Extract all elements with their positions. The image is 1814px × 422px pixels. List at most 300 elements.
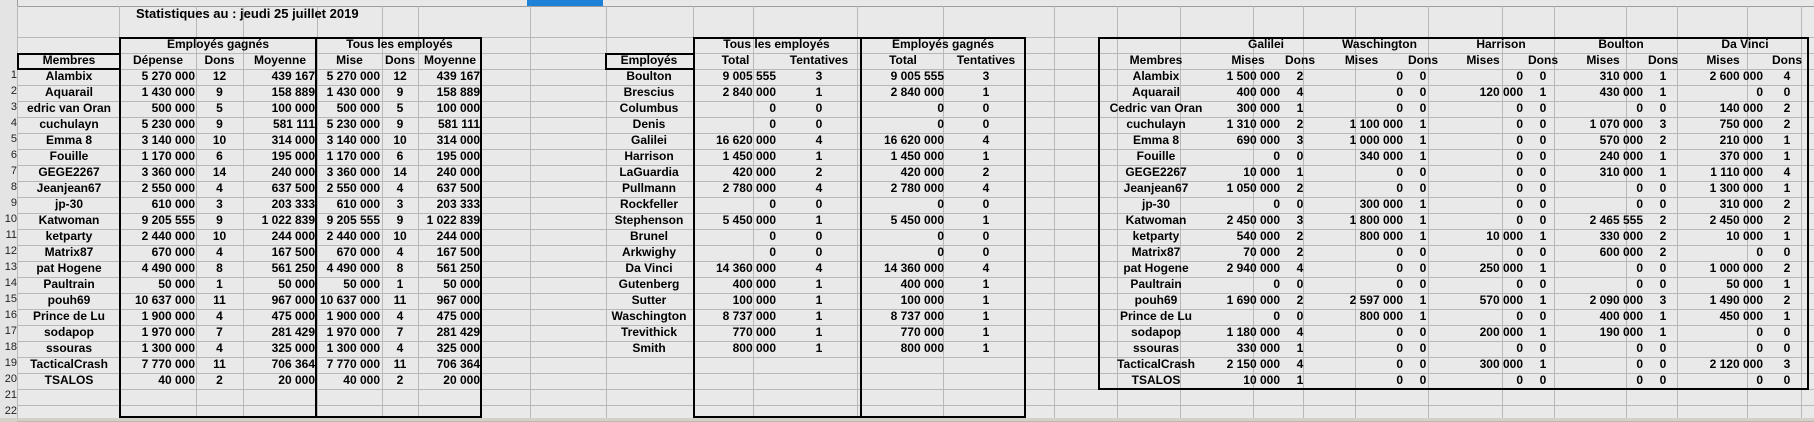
- table3-value-cell[interactable]: 0: [1659, 357, 1667, 371]
- table1-member-cell[interactable]: ssouras: [45, 341, 93, 355]
- table3-value-cell[interactable]: 1 490 000: [1709, 293, 1763, 307]
- table3-value-cell[interactable]: 0: [1419, 277, 1427, 291]
- table3-value-cell[interactable]: 370 000: [1719, 149, 1763, 163]
- table3-value-cell[interactable]: 0: [1396, 181, 1403, 195]
- table2-employee-cell[interactable]: Columbus: [619, 101, 679, 115]
- table2-value-cell[interactable]: 0: [815, 229, 823, 243]
- table1-member-cell[interactable]: pouh69: [47, 293, 91, 307]
- table3-value-cell[interactable]: 1: [1539, 357, 1547, 371]
- table2-value-cell[interactable]: 16 620 000: [715, 133, 776, 147]
- table1-value-cell[interactable]: 561 250: [436, 261, 480, 275]
- table3-value-cell[interactable]: 0: [1296, 309, 1304, 323]
- table3-value-cell[interactable]: 0: [1296, 149, 1304, 163]
- table1-value-cell[interactable]: 6: [216, 149, 223, 163]
- table3-member-cell[interactable]: Jeanjean67: [1123, 181, 1189, 195]
- table3-member-cell[interactable]: Cedric van Oran: [1109, 101, 1203, 115]
- table1-member-cell[interactable]: sodapop: [44, 325, 94, 339]
- table2-value-cell[interactable]: 0: [769, 117, 776, 131]
- table3-value-cell[interactable]: 4: [1783, 165, 1791, 179]
- table2-employee-cell[interactable]: Galilei: [630, 133, 668, 147]
- table1-value-cell[interactable]: 5 230 000: [141, 117, 195, 131]
- table2-value-cell[interactable]: 0: [937, 101, 944, 115]
- table2-value-cell[interactable]: 1: [982, 325, 990, 339]
- row-number[interactable]: 11: [5, 229, 17, 241]
- table3-value-cell[interactable]: 0: [1636, 261, 1643, 275]
- table1-value-cell[interactable]: 9: [396, 117, 404, 131]
- table2-employee-cell[interactable]: Harrison: [624, 149, 674, 163]
- table3-value-cell[interactable]: 2: [1783, 293, 1791, 307]
- table3-value-cell[interactable]: 2: [1659, 133, 1667, 147]
- table3-value-cell[interactable]: 0: [1659, 261, 1667, 275]
- table1-member-cell[interactable]: Matrix87: [44, 245, 94, 259]
- table2-value-cell[interactable]: 1: [815, 341, 823, 355]
- table2-value-cell[interactable]: 1 450 000: [722, 149, 776, 163]
- table3-value-cell[interactable]: 0: [1396, 245, 1403, 259]
- table2-value-cell[interactable]: 0: [815, 101, 823, 115]
- table2-value-cell[interactable]: 400 000: [900, 277, 944, 291]
- table3-column-header[interactable]: Mises: [1586, 53, 1620, 67]
- table3-value-cell[interactable]: 0: [1396, 341, 1403, 355]
- table1-value-cell[interactable]: 5 270 000: [141, 69, 195, 83]
- table3-value-cell[interactable]: 0: [1419, 165, 1427, 179]
- table3-value-cell[interactable]: 1 690 000: [1226, 293, 1280, 307]
- table2-employee-cell[interactable]: Smith: [632, 341, 666, 355]
- table1-value-cell[interactable]: 4 490 000: [141, 261, 195, 275]
- table3-value-cell[interactable]: 1: [1419, 117, 1427, 131]
- table3-value-cell[interactable]: 0: [1659, 277, 1667, 291]
- table3-value-cell[interactable]: 2: [1783, 117, 1791, 131]
- table2-column-header[interactable]: Total: [721, 53, 750, 67]
- table2-value-cell[interactable]: 0: [937, 229, 944, 243]
- table3-value-cell[interactable]: 540 000: [1236, 229, 1280, 243]
- table3-value-cell[interactable]: 4: [1296, 261, 1304, 275]
- table1-member-cell[interactable]: Paultrain: [43, 277, 95, 291]
- table3-value-cell[interactable]: 2 090 000: [1589, 293, 1643, 307]
- table3-value-cell[interactable]: 0: [1296, 197, 1304, 211]
- table3-value-cell[interactable]: 2 450 000: [1709, 213, 1763, 227]
- table1-value-cell[interactable]: 1 170 000: [141, 149, 195, 163]
- table3-value-cell[interactable]: 250 000: [1479, 261, 1523, 275]
- table1-value-cell[interactable]: 4: [216, 181, 223, 195]
- table1-value-cell[interactable]: 9: [216, 85, 223, 99]
- table1-value-cell[interactable]: 439 167: [271, 69, 315, 83]
- table1-value-cell[interactable]: 1 022 839: [426, 213, 480, 227]
- table3-value-cell[interactable]: 0: [1516, 277, 1523, 291]
- table1-value-cell[interactable]: 5: [396, 101, 404, 115]
- table3-group-header[interactable]: Galilei: [1247, 37, 1285, 51]
- table2-employee-cell[interactable]: Stephenson: [614, 213, 684, 227]
- table3-column-header[interactable]: Mises: [1344, 53, 1379, 67]
- table3-member-cell[interactable]: ssouras: [1132, 341, 1180, 355]
- table3-value-cell[interactable]: 310 000: [1599, 165, 1643, 179]
- row-number[interactable]: 15: [4, 293, 17, 305]
- table2-value-cell[interactable]: 2 780 000: [890, 181, 944, 195]
- table3-value-cell[interactable]: 0: [1516, 181, 1523, 195]
- table3-value-cell[interactable]: 0: [1659, 181, 1667, 195]
- table3-value-cell[interactable]: 0: [1516, 213, 1523, 227]
- table3-value-cell[interactable]: 0: [1539, 309, 1547, 323]
- table2-value-cell[interactable]: 800 000: [732, 341, 776, 355]
- row-number[interactable]: 22: [4, 405, 17, 417]
- table1-value-cell[interactable]: 325 000: [271, 341, 315, 355]
- table2-value-cell[interactable]: 1: [982, 213, 990, 227]
- table1-value-cell[interactable]: 3: [396, 197, 404, 211]
- table3-value-cell[interactable]: 2 450 000: [1226, 213, 1280, 227]
- table3-value-cell[interactable]: 0: [1636, 357, 1643, 371]
- table1-value-cell[interactable]: 325 000: [436, 341, 480, 355]
- table1-value-cell[interactable]: 2: [396, 373, 404, 387]
- table3-value-cell[interactable]: 10 000: [1243, 165, 1280, 179]
- table2-value-cell[interactable]: 5 450 000: [722, 213, 776, 227]
- table2-value-cell[interactable]: 1: [815, 213, 823, 227]
- table1-value-cell[interactable]: 1 300 000: [141, 341, 195, 355]
- table1-value-cell[interactable]: 4: [396, 181, 404, 195]
- table2-employee-cell[interactable]: Pullmann: [621, 181, 676, 195]
- table3-value-cell[interactable]: 1: [1296, 373, 1304, 387]
- table1-value-cell[interactable]: 3 140 000: [326, 133, 380, 147]
- table1-value-cell[interactable]: 9 205 555: [326, 213, 380, 227]
- table1-value-cell[interactable]: 12: [393, 69, 407, 83]
- table2-value-cell[interactable]: 16 620 000: [883, 133, 944, 147]
- table3-member-cell[interactable]: Matrix87: [1131, 245, 1181, 259]
- table1-value-cell[interactable]: 706 364: [436, 357, 480, 371]
- table2-employee-cell[interactable]: Denis: [632, 117, 666, 131]
- table2-value-cell[interactable]: 2: [982, 165, 990, 179]
- table3-value-cell[interactable]: 0: [1516, 117, 1523, 131]
- table1-value-cell[interactable]: 9: [216, 213, 223, 227]
- table3-value-cell[interactable]: 2: [1296, 117, 1304, 131]
- table3-member-cell[interactable]: pat Hogene: [1123, 261, 1189, 275]
- table3-value-cell[interactable]: 0: [1273, 149, 1280, 163]
- table1-value-cell[interactable]: 50 000: [343, 277, 380, 291]
- table1-value-cell[interactable]: 670 000: [336, 245, 380, 259]
- table3-value-cell[interactable]: 1 180 000: [1226, 325, 1280, 339]
- table2-employee-cell[interactable]: LaGuardia: [619, 165, 679, 179]
- table3-value-cell[interactable]: 2 465 555: [1589, 213, 1643, 227]
- table3-column-header[interactable]: Mises: [1706, 53, 1740, 67]
- table3-group-header[interactable]: Boulton: [1598, 37, 1644, 51]
- table1-member-cell[interactable]: Katwoman: [38, 213, 100, 227]
- table1-value-cell[interactable]: 50 000: [158, 277, 195, 291]
- table2-value-cell[interactable]: 0: [815, 245, 823, 259]
- table3-value-cell[interactable]: 330 000: [1599, 229, 1643, 243]
- row-number[interactable]: 1: [10, 69, 17, 81]
- table1-value-cell[interactable]: 1 970 000: [141, 325, 195, 339]
- table3-value-cell[interactable]: 2: [1783, 261, 1791, 275]
- table3-value-cell[interactable]: 1: [1659, 309, 1667, 323]
- table1-value-cell[interactable]: 1 430 000: [326, 85, 380, 99]
- table3-value-cell[interactable]: 450 000: [1719, 309, 1763, 323]
- table2-value-cell[interactable]: 4: [982, 261, 990, 275]
- table3-value-cell[interactable]: 0: [1419, 325, 1427, 339]
- table2-value-cell[interactable]: 770 000: [732, 325, 776, 339]
- table3-value-cell[interactable]: 800 000: [1359, 309, 1403, 323]
- row-number[interactable]: 3: [10, 101, 17, 113]
- table2-employee-cell[interactable]: Waschington: [611, 309, 687, 323]
- table1-value-cell[interactable]: 2: [216, 373, 223, 387]
- table2-value-cell[interactable]: 1: [815, 277, 823, 291]
- table1-value-cell[interactable]: 3 140 000: [141, 133, 195, 147]
- table3-value-cell[interactable]: 310 000: [1599, 69, 1643, 83]
- table3-member-cell[interactable]: Aquarail: [1131, 85, 1180, 99]
- table3-value-cell[interactable]: 400 000: [1236, 85, 1280, 99]
- table1-member-cell[interactable]: Aquarail: [44, 85, 93, 99]
- table1-group-header[interactable]: Employés gagnés: [166, 37, 270, 51]
- table1-value-cell[interactable]: 439 167: [436, 69, 480, 83]
- table1-value-cell[interactable]: 3: [216, 197, 223, 211]
- table2-value-cell[interactable]: 0: [982, 245, 990, 259]
- table3-member-cell[interactable]: GEGE2267: [1125, 165, 1187, 179]
- table3-value-cell[interactable]: 0: [1396, 69, 1403, 83]
- table2-value-cell[interactable]: 1: [815, 293, 823, 307]
- table2-value-cell[interactable]: 1: [815, 149, 823, 163]
- table2-column-header[interactable]: Tentatives: [956, 53, 1016, 67]
- table3-value-cell[interactable]: 3: [1659, 293, 1667, 307]
- table3-member-cell[interactable]: sodapop: [1131, 325, 1181, 339]
- table2-value-cell[interactable]: 1: [815, 325, 823, 339]
- table3-value-cell[interactable]: 1: [1419, 133, 1427, 147]
- table3-value-cell[interactable]: 0: [1756, 325, 1763, 339]
- table2-value-cell[interactable]: 5 450 000: [890, 213, 944, 227]
- table3-value-cell[interactable]: 0: [1783, 373, 1791, 387]
- table1-value-cell[interactable]: 3 360 000: [326, 165, 380, 179]
- table2-value-cell[interactable]: 400 000: [732, 277, 776, 291]
- table3-value-cell[interactable]: 1 500 000: [1226, 69, 1280, 83]
- table3-value-cell[interactable]: 0: [1539, 133, 1547, 147]
- table3-value-cell[interactable]: 310 000: [1719, 197, 1763, 211]
- table3-value-cell[interactable]: 300 000: [1359, 197, 1403, 211]
- table3-member-cell[interactable]: Prince de Lu: [1119, 309, 1193, 323]
- table3-value-cell[interactable]: 10 000: [1486, 229, 1523, 243]
- table3-value-cell[interactable]: 1 100 000: [1349, 117, 1403, 131]
- table1-value-cell[interactable]: 500 000: [151, 101, 195, 115]
- table3-value-cell[interactable]: 0: [1419, 245, 1427, 259]
- table3-value-cell[interactable]: 0: [1659, 101, 1667, 115]
- table3-member-cell[interactable]: jp-30: [1141, 197, 1170, 211]
- table1-value-cell[interactable]: 1 170 000: [326, 149, 380, 163]
- table1-value-cell[interactable]: 40 000: [343, 373, 380, 387]
- table3-value-cell[interactable]: 1: [1419, 309, 1427, 323]
- table1-value-cell[interactable]: 10: [212, 133, 227, 147]
- table3-group-header[interactable]: Da Vinci: [1721, 37, 1769, 51]
- table1-value-cell[interactable]: 9: [396, 85, 404, 99]
- table2-value-cell[interactable]: 0: [982, 229, 990, 243]
- row-number[interactable]: 17: [4, 325, 17, 337]
- table3-value-cell[interactable]: 1: [1783, 149, 1791, 163]
- table3-value-cell[interactable]: 0: [1539, 341, 1547, 355]
- table3-value-cell[interactable]: 0: [1419, 357, 1427, 371]
- table3-value-cell[interactable]: 4: [1296, 85, 1304, 99]
- table1-value-cell[interactable]: 9 205 555: [141, 213, 195, 227]
- table3-value-cell[interactable]: 0: [1783, 325, 1791, 339]
- table2-value-cell[interactable]: 4: [815, 261, 823, 275]
- table1-value-cell[interactable]: 4: [216, 309, 223, 323]
- table2-value-cell[interactable]: 1: [815, 309, 823, 323]
- table3-value-cell[interactable]: 2: [1296, 69, 1304, 83]
- table3-value-cell[interactable]: 0: [1539, 213, 1547, 227]
- table1-value-cell[interactable]: 195 000: [271, 149, 315, 163]
- table3-value-cell[interactable]: 2 597 000: [1349, 293, 1403, 307]
- table3-value-cell[interactable]: 3: [1783, 357, 1791, 371]
- table3-value-cell[interactable]: 2: [1659, 229, 1667, 243]
- table2-value-cell[interactable]: 0: [982, 197, 990, 211]
- table1-value-cell[interactable]: 5: [216, 101, 223, 115]
- table3-member-cell[interactable]: pouh69: [1134, 293, 1178, 307]
- table2-value-cell[interactable]: 2 840 000: [890, 85, 944, 99]
- table3-value-cell[interactable]: 0: [1783, 341, 1791, 355]
- table2-value-cell[interactable]: 0: [815, 197, 823, 211]
- table1-value-cell[interactable]: 240 000: [436, 165, 480, 179]
- table1-member-cell[interactable]: Fouille: [49, 149, 89, 163]
- table1-value-cell[interactable]: 7: [216, 325, 223, 339]
- table3-value-cell[interactable]: 70 000: [1243, 245, 1280, 259]
- table1-value-cell[interactable]: 158 889: [271, 85, 315, 99]
- table1-value-cell[interactable]: 2 440 000: [141, 229, 195, 243]
- table3-value-cell[interactable]: 0: [1659, 373, 1667, 387]
- table3-value-cell[interactable]: 10 000: [1726, 229, 1763, 243]
- table2-employee-cell[interactable]: Rockfeller: [619, 197, 679, 211]
- table2-value-cell[interactable]: 770 000: [900, 325, 944, 339]
- table2-employee-cell[interactable]: Da Vinci: [625, 261, 673, 275]
- table3-value-cell[interactable]: 0: [1273, 197, 1280, 211]
- table1-value-cell[interactable]: 14: [393, 165, 407, 179]
- table3-value-cell[interactable]: 1: [1296, 165, 1304, 179]
- table1-value-cell[interactable]: 167 500: [436, 245, 480, 259]
- table2-value-cell[interactable]: 1 450 000: [890, 149, 944, 163]
- table1-value-cell[interactable]: 1 300 000: [326, 341, 380, 355]
- table1-member-cell[interactable]: Emma 8: [45, 133, 93, 147]
- table1-member-cell[interactable]: GEGE2267: [38, 165, 100, 179]
- table2-employee-cell[interactable]: Boulton: [626, 69, 672, 83]
- row-number[interactable]: 14: [4, 277, 17, 289]
- table2-value-cell[interactable]: 0: [769, 197, 776, 211]
- table1-value-cell[interactable]: 7 770 000: [141, 357, 195, 371]
- table1-value-cell[interactable]: 1: [396, 277, 404, 291]
- table1-group-header[interactable]: Tous les employés: [346, 37, 453, 51]
- table1-value-cell[interactable]: 561 250: [271, 261, 315, 275]
- table3-value-cell[interactable]: 0: [1659, 341, 1667, 355]
- table3-value-cell[interactable]: 0: [1636, 341, 1643, 355]
- table3-member-cell[interactable]: Paultrain: [1130, 277, 1182, 291]
- table3-value-cell[interactable]: 1: [1783, 277, 1791, 291]
- table2-employee-cell[interactable]: Brescius: [623, 85, 675, 99]
- table1-value-cell[interactable]: 610 000: [336, 197, 380, 211]
- table3-value-cell[interactable]: 3: [1296, 133, 1304, 147]
- table1-value-cell[interactable]: 500 000: [336, 101, 380, 115]
- row-number[interactable]: 12: [4, 245, 17, 257]
- table1-column-header[interactable]: Membres: [42, 53, 96, 67]
- table3-column-header[interactable]: Dons: [1648, 53, 1678, 67]
- table1-value-cell[interactable]: 637 500: [436, 181, 480, 195]
- table3-value-cell[interactable]: 0: [1419, 341, 1427, 355]
- table1-value-cell[interactable]: 2 440 000: [326, 229, 380, 243]
- table3-value-cell[interactable]: 1: [1419, 197, 1427, 211]
- table3-value-cell[interactable]: 200 000: [1479, 325, 1523, 339]
- table1-value-cell[interactable]: 7 770 000: [326, 357, 380, 371]
- row-number[interactable]: 10: [4, 213, 17, 225]
- table1-value-cell[interactable]: 11: [213, 357, 226, 371]
- table3-value-cell[interactable]: 0: [1396, 101, 1403, 115]
- table3-value-cell[interactable]: 330 000: [1236, 341, 1280, 355]
- table3-value-cell[interactable]: 120 000: [1479, 85, 1523, 99]
- table3-value-cell[interactable]: 1: [1539, 325, 1547, 339]
- table3-value-cell[interactable]: 0: [1396, 261, 1403, 275]
- table2-group-header[interactable]: Employés gagnés: [891, 37, 995, 51]
- table3-value-cell[interactable]: 0: [1539, 373, 1547, 387]
- table2-value-cell[interactable]: 0: [982, 117, 990, 131]
- table3-value-cell[interactable]: 0: [1636, 197, 1643, 211]
- table1-value-cell[interactable]: 14: [212, 165, 227, 179]
- table1-member-cell[interactable]: TSALOS: [44, 373, 94, 387]
- table1-member-cell[interactable]: Prince de Lu: [32, 309, 106, 323]
- table1-value-cell[interactable]: 10 637 000: [134, 293, 195, 307]
- table1-value-cell[interactable]: 1 900 000: [326, 309, 380, 323]
- table1-column-header[interactable]: Dépense: [132, 53, 184, 67]
- row-number[interactable]: 21: [4, 389, 17, 401]
- table3-value-cell[interactable]: 0: [1539, 117, 1547, 131]
- table3-value-cell[interactable]: 800 000: [1359, 229, 1403, 243]
- table2-value-cell[interactable]: 420 000: [900, 165, 944, 179]
- table2-value-cell[interactable]: 0: [937, 117, 944, 131]
- table1-column-header[interactable]: Dons: [204, 53, 235, 67]
- table2-group-header[interactable]: Tous les employés: [723, 37, 830, 51]
- row-number-gutter[interactable]: [0, 0, 18, 418]
- table1-value-cell[interactable]: 11: [213, 293, 226, 307]
- table2-column-header[interactable]: Tentatives: [789, 53, 849, 67]
- table3-value-cell[interactable]: 1: [1419, 213, 1427, 227]
- table3-value-cell[interactable]: 210 000: [1719, 133, 1763, 147]
- table1-value-cell[interactable]: 6: [396, 149, 404, 163]
- table2-employee-cell[interactable]: Brunel: [629, 229, 668, 243]
- table3-value-cell[interactable]: 0: [1396, 357, 1403, 371]
- table2-value-cell[interactable]: 8 737 000: [722, 309, 776, 323]
- table3-value-cell[interactable]: 0: [1539, 277, 1547, 291]
- table2-value-cell[interactable]: 4: [815, 133, 823, 147]
- table1-value-cell[interactable]: 2 550 000: [326, 181, 380, 195]
- table3-value-cell[interactable]: 0: [1396, 165, 1403, 179]
- table1-value-cell[interactable]: 1: [216, 277, 223, 291]
- table2-employee-cell[interactable]: Arkwighy: [621, 245, 676, 259]
- table1-member-cell[interactable]: TacticalCrash: [30, 357, 108, 371]
- table3-value-cell[interactable]: 0: [1273, 277, 1280, 291]
- table1-member-cell[interactable]: jp-30: [54, 197, 83, 211]
- table3-value-cell[interactable]: 2: [1296, 181, 1304, 195]
- row-number[interactable]: 7: [10, 165, 17, 177]
- table3-column-header[interactable]: Dons: [1408, 53, 1438, 67]
- table3-value-cell[interactable]: 140 000: [1719, 101, 1763, 115]
- table2-value-cell[interactable]: 800 000: [900, 341, 944, 355]
- table3-value-cell[interactable]: 1 000 000: [1709, 261, 1763, 275]
- table1-value-cell[interactable]: 20 000: [278, 373, 315, 387]
- table3-value-cell[interactable]: 1: [1539, 293, 1547, 307]
- table2-value-cell[interactable]: 4: [982, 133, 990, 147]
- table1-value-cell[interactable]: 3 360 000: [141, 165, 195, 179]
- table2-value-cell[interactable]: 2 840 000: [722, 85, 776, 99]
- table3-column-header[interactable]: Mises: [1466, 53, 1500, 67]
- table3-value-cell[interactable]: 0: [1516, 341, 1523, 355]
- table3-value-cell[interactable]: 0: [1396, 325, 1403, 339]
- table3-member-cell[interactable]: TSALOS: [1131, 373, 1181, 387]
- table1-value-cell[interactable]: 314 000: [436, 133, 480, 147]
- table1-value-cell[interactable]: 281 429: [271, 325, 315, 339]
- table3-column-header[interactable]: Mises: [1231, 53, 1265, 67]
- table3-value-cell[interactable]: 1 800 000: [1349, 213, 1403, 227]
- table1-member-cell[interactable]: cuchulayn: [39, 117, 99, 131]
- table2-value-cell[interactable]: 0: [815, 117, 823, 131]
- table3-value-cell[interactable]: 1: [1783, 309, 1791, 323]
- table3-value-cell[interactable]: 2: [1296, 229, 1304, 243]
- table3-value-cell[interactable]: 2: [1783, 197, 1791, 211]
